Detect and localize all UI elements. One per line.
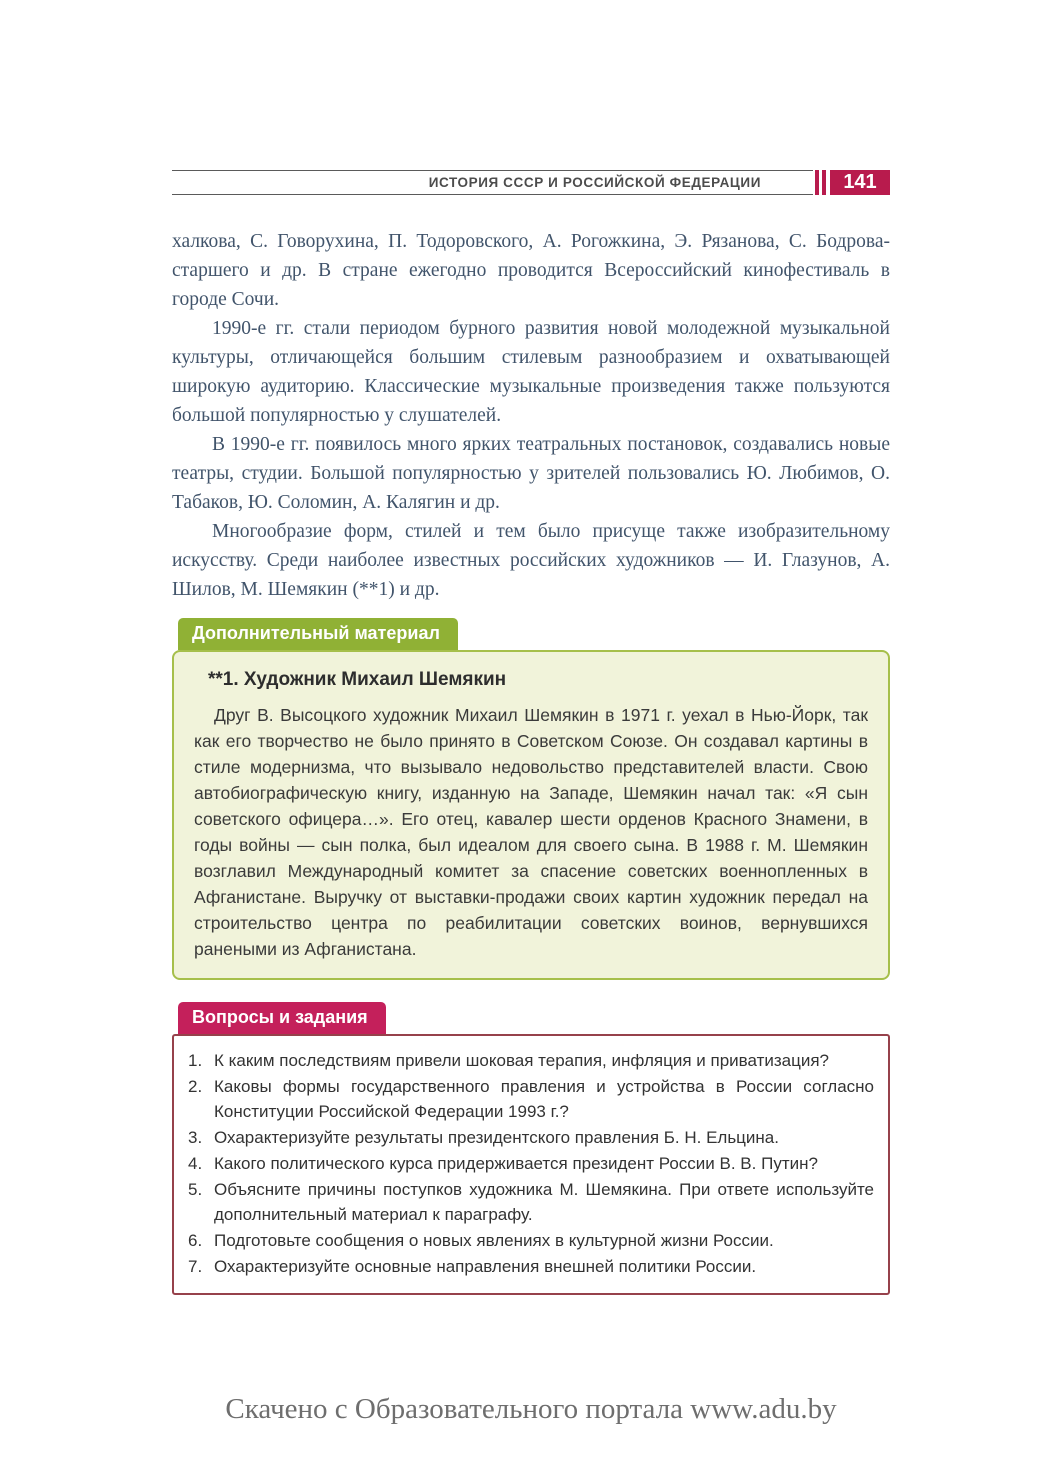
- extra-material-title: **1. Художник Михаил Шемякин: [208, 669, 507, 690]
- question-text: Подготовьте сообщения о новых явлениях в культурной жизни России.: [214, 1231, 774, 1250]
- extra-material-section: [172, 618, 890, 980]
- question-item: [188, 1125, 874, 1150]
- question-text: Объясните причины поступков художника М. Шемякина. При ответе используйте дополнительный материал к параграфу.: [214, 1180, 874, 1224]
- page-header: [172, 170, 890, 195]
- page-number-bars-decoration: [815, 170, 826, 195]
- question-item: [188, 1254, 874, 1279]
- question-item: [188, 1074, 874, 1124]
- extra-material-box: [172, 650, 890, 980]
- question-item: [188, 1177, 874, 1227]
- body-paragraph: Многообразие форм, стилей и тем было присуще также изобразительному искусству. Среди наиболее известных российских художников — И. Глазунов, А. Шилов, М. Шемякин (**1) и др.: [172, 521, 890, 600]
- question-number: 4.: [188, 1154, 203, 1173]
- page-number: 141: [830, 170, 890, 195]
- question-number: 6.: [188, 1231, 203, 1250]
- questions-box: [172, 1034, 890, 1295]
- header-rule: [172, 170, 813, 195]
- question-number: 7.: [188, 1257, 203, 1276]
- question-text: Какого политического курса придерживается президент России В. В. Путин?: [214, 1154, 818, 1173]
- question-text: Охарактеризуйте результаты президентского правления Б. Н. Ельцина.: [214, 1128, 779, 1147]
- question-number: 3.: [188, 1128, 203, 1147]
- body-paragraph: 1990-е гг. стали периодом бурного развития новой молодежной музыкальной культуры, отличающейся большим стилевым разнообразием и охватывающей широкую аудиторию. Классические музыкальные произведения также пользуются большой популярностью у слушателей.: [172, 318, 890, 426]
- body-paragraph: халкова, С. Говорухина, П. Тодоровского, А. Рогожкина, Э. Рязанова, С. Бодрова-старшего и др. В стране ежегодно проводится Всероссийский кинофестиваль в городе Сочи.: [172, 231, 890, 310]
- body-text: [172, 227, 890, 604]
- question-item: [188, 1048, 874, 1073]
- question-number: 2.: [188, 1077, 203, 1096]
- extra-material-text: Друг В. Высоцкого художник Михаил Шемякин в 1971 г. уехал в Нью-Йорк, так как его творчество не было принято в Советском Союзе. Он создавал картины в стиле модернизма, что вызывало недовольство представителей власти. Свою автобиографическую книгу, изданную на Западе, Шемякин начал так: «Я сын советского офицера…». Его отец, кавалер шести орденов Красного Знамени, в годы войны — сын полка, был идеалом для своего сына. В 1988 г. М. Шемякин возглавил Международный комитет за спасение советских военнопленных в Афганистане. Выручку от выставки-продажи своих картин художник передал на строительство центра по реабилитации советских воинов, вернувшихся ранеными из Афганистана.: [194, 705, 868, 959]
- extra-material-label: Дополнительный материал: [178, 618, 458, 650]
- question-item: [188, 1151, 874, 1176]
- question-number: 1.: [188, 1051, 203, 1070]
- questions-label: Вопросы и задания: [178, 1002, 386, 1034]
- questions-section: [172, 1002, 890, 1295]
- question-text: Каковы формы государственного правления и устройства в России согласно Конституции Российской Федерации 1993 г.?: [214, 1077, 874, 1121]
- question-item: [188, 1228, 874, 1253]
- question-number: 5.: [188, 1180, 203, 1199]
- question-text: К каким последствиям привели шоковая терапия, инфляция и приватизация?: [214, 1051, 829, 1070]
- chapter-title: ИСТОРИЯ СССР И РОССИЙСКОЙ ФЕДЕРАЦИИ: [428, 175, 761, 190]
- download-watermark: Скачено с Образовательного портала www.adu.by: [225, 1393, 837, 1425]
- body-paragraph: В 1990-е гг. появилось много ярких театральных постановок, создавались новые театры, студии. Большой популярностью у зрителей пользовались Ю. Любимов, О. Табаков, Ю. Соломин, А. Калягин и др.: [172, 434, 890, 513]
- question-text: Охарактеризуйте основные направления внешней политики России.: [214, 1257, 757, 1276]
